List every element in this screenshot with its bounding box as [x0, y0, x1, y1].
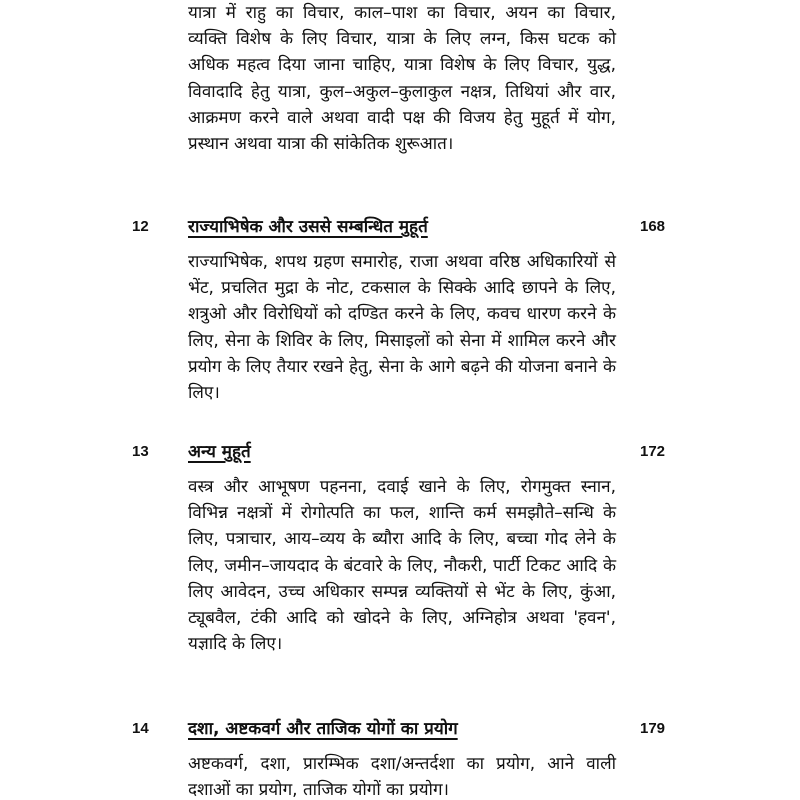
- chapter-12-description: राज्याभिषेक, शपथ ग्रहण समारोह, राजा अथवा वरिष्ठ अधिकारियों से भेंट, प्रचलित मुद्रा के नोट, टकसाल के सिक्के आदि छापने के लिए, शत्रुओ और विरोधियों को दण्डित करने के लिए, कवच धारण करने के लिए, सेना के शिविर के लिए, मिसाइलों को सेना में शामिल करने और प्रयोग के लिए तैयार रखने हेतु, सेना के आगे बढ़ने की योजना बनाने के लिए।: [188, 252, 616, 404]
- chapter-13-page: 172: [640, 443, 666, 460]
- chapter-12-page: 168: [640, 218, 666, 235]
- chapter-12-title: राज्याभिषेक और उससे सम्बन्धित मुहूर्त: [188, 217, 428, 237]
- chapter-14-description: अष्टकवर्ग, दशा, प्रारम्भिक दशा/अन्तर्दशा का प्रयोग, आने वाली दशाओं का प्रयोग, ताजिक योगों का प्रयोग।: [188, 754, 616, 800]
- chapter-14-page: 179: [640, 720, 666, 737]
- chapter-14-number: 14: [132, 720, 149, 737]
- chapter-13-description: वस्त्र और आभूषण पहनना, दवाई खाने के लिए, रोगमुक्त स्नान, विभिन्न नक्षत्रों में रोगोत्पति का फल, शान्ति कर्म समझौते–सन्धि के लिए, पत्राचार, आय–व्यय के ब्यौरा आदि के लिए, बच्चा गोद लेने के लिए, जमीन–जायदाद के बंटवारे के लिए, नौकरी, पार्टी टिकट आदि के लिए आवेदन, उच्च अधिकार सम्पन्न व्यक्तियों से भेंट के लिए, कुंआ, ट्यूबवैल, टंकी आदि को खोदने के लिए, अग्निहोत्र अथवा 'हवन', यज्ञादि के लिए।: [188, 477, 616, 655]
- chapter-14-title: दशा, अष्टकवर्ग और ताजिक योगों का प्रयोग: [188, 719, 458, 739]
- chapter-14-heading: [0, 714, 800, 744]
- chapter-13-title: अन्य मुहूर्त: [188, 442, 251, 462]
- intro-paragraph: यात्रा में राहु का विचार, काल–पाश का विचार, अयन का विचार, व्यक्ति विशेष के लिए विचार, यात्रा के लिए लग्न, किस घटक को अधिक महत्व दिया जाना चाहिए, यात्रा विशेष के लिए विचार, युद्ध, विवादादि हेतु यात्रा, कुल–अकुल–कुलाकुल नक्षत्र, तिथियां और वार, आक्रमण करने वाले अथवा वादी पक्ष की विजय हेतु मुहूर्त में योग, प्रस्थान अथवा यात्रा की सांकेतिक शुरूआत।: [188, 3, 616, 155]
- chapter-13-heading: [0, 437, 800, 467]
- chapter-12-heading: [0, 212, 800, 242]
- chapter-13-number: 13: [132, 443, 149, 460]
- chapter-12-number: 12: [132, 218, 149, 235]
